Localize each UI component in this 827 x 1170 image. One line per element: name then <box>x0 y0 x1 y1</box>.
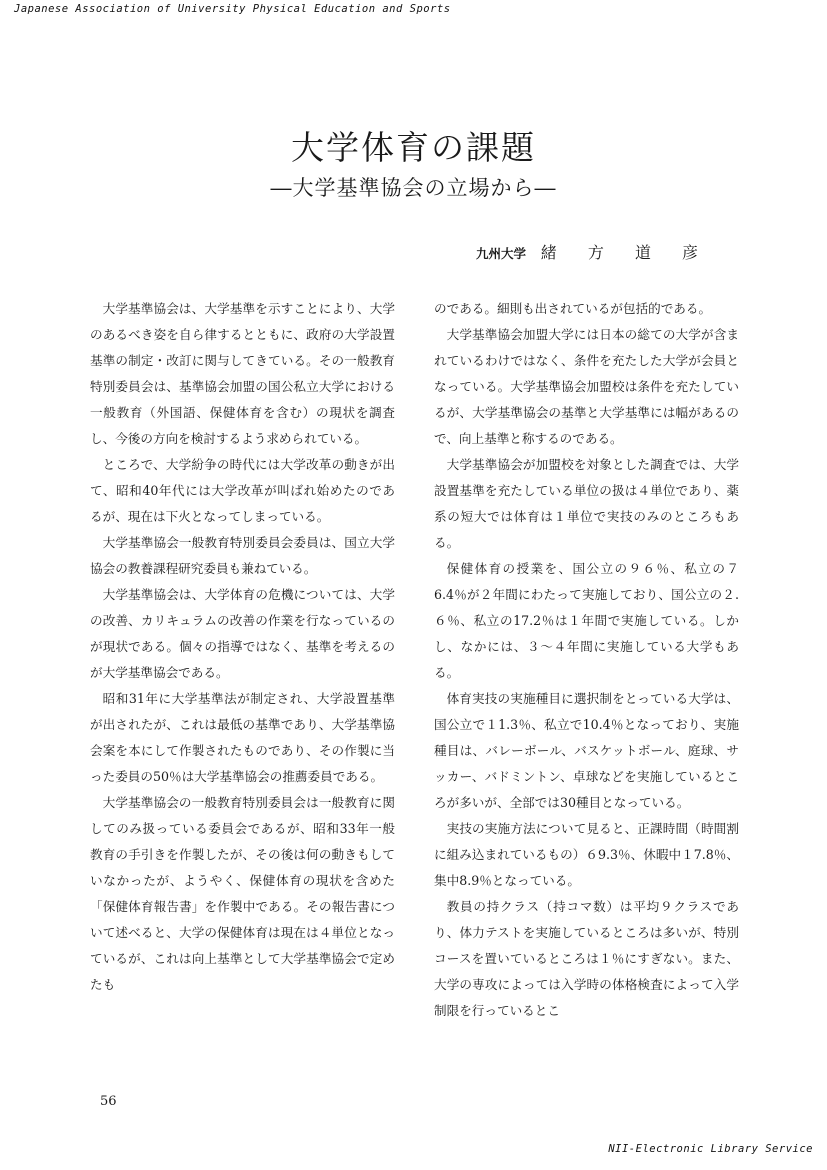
author-affiliation: 九州大学 <box>476 246 527 261</box>
body-column-left <box>90 296 395 998</box>
paragraph: 大学基準協会の一般教育特別委員会は一般教育に関してのみ扱っている委員会であるが、昭和33年一般教育の手引きを作製したが、その後は何の動きもしていなかったが、ようやく、保健体育の現状を含めた「保健体育報告書」を作製中である。その報告書について述べると、大学の保健体育は現在は４単位となっているが、これは向上基準として大学基準協会で定めたも <box>90 795 396 992</box>
page-number: 56 <box>100 1094 117 1109</box>
byline <box>476 240 711 263</box>
paragraph: 昭和31年に大学基準法が制定され、大学設置基準が出されたが、これは最低の基準であり、大学基準協会案を本にして作製されたものであり、その作製に当った委員の50％は大学基準協会の推薦委員である。 <box>90 691 395 784</box>
paragraph: 大学基準協会加盟大学には日本の総ての大学が含まれているわけではなく、条件を充たした大学が会員となっている。大学基準協会加盟校は条件を充たしているが、大学基準協会の基準と大学基準には幅があるので、向上基準と称するのである。 <box>434 327 739 446</box>
library-footer: NII-Electronic Library Service <box>608 1143 813 1155</box>
journal-header: Japanese Association of University Physical Education and Sports <box>14 3 451 15</box>
article-subtitle: ―大学基準協会の立場から― <box>270 176 557 200</box>
paragraph: 体育実技の実施種目に選択制をとっている大学は、国公立で１1.3％、私立で10.4％となっており、実施種目は、バレーボール、バスケットボール、庭球、サッカー、バドミントン、卓球などを実施しているところが多いが、全部では30種目となっている。 <box>434 691 739 810</box>
paragraph: 大学基準協会は、大学基準を示すことにより、大学のあるべき姿を自ら律するとともに、政府の大学設置基準の制定・改訂に関与してきている。その一般教育特別委員会は、基準協会加盟の国公私立大学における一般教育（外国語、保健体育を含む）の現状を調査し、今後の方向を検討するよう求められている。 <box>90 301 395 446</box>
author-name: 緒 方 道 彦 <box>540 243 712 262</box>
article-title: 大学体育の課題 <box>291 128 536 168</box>
paragraph: 教員の持クラス（持コマ数）は平均９クラスであり、体力テストを実施しているところは多いが、特別コースを置いているところは１％にすぎない。また、大学の専攻によっては入学時の体格検査によって入学制限を行っているとこ <box>434 899 739 1018</box>
paragraph: 大学基準協会一般教育特別委員会委員は、国立大学協会の教養課程研究委員も兼ねている。 <box>90 535 395 576</box>
paragraph-continuation: のである。細則も出されているが包括的である。 <box>434 301 712 316</box>
paragraph: 大学基準協会が加盟校を対象とした調査では、大学設置基準を充たしている単位の扱は４単位であり、薬系の短大では体育は１単位で実技のみのところもある。 <box>434 457 739 550</box>
paragraph: 保健体育の授業を、国公立の９６％、私立の７6.4％が２年間にわたって実施しており、国公立の２.６％、私立の17.2％は１年間で実施している。しかし、なかには、３～４年間に実施している大学もある。 <box>434 561 739 680</box>
paragraph: 大学基準協会は、大学体育の危機については、大学の改善、カリキュラムの改善の作業を行なっているのが現状である。個々の指導ではなく、基準を考えるのが大学基準協会である。 <box>90 587 395 680</box>
paragraph: ところで、大学紛争の時代には大学改革の動きが出て、昭和40年代には大学改革が叫ばれ始めたのであるが、現在は下火となってしまっている。 <box>90 457 395 524</box>
body-column-right <box>434 296 739 1024</box>
paragraph: 実技の実施方法について見ると、正課時間（時間割に組み込まれているもの）６9.3％、休暇中１7.8％、集中8.9％となっている。 <box>434 821 739 888</box>
